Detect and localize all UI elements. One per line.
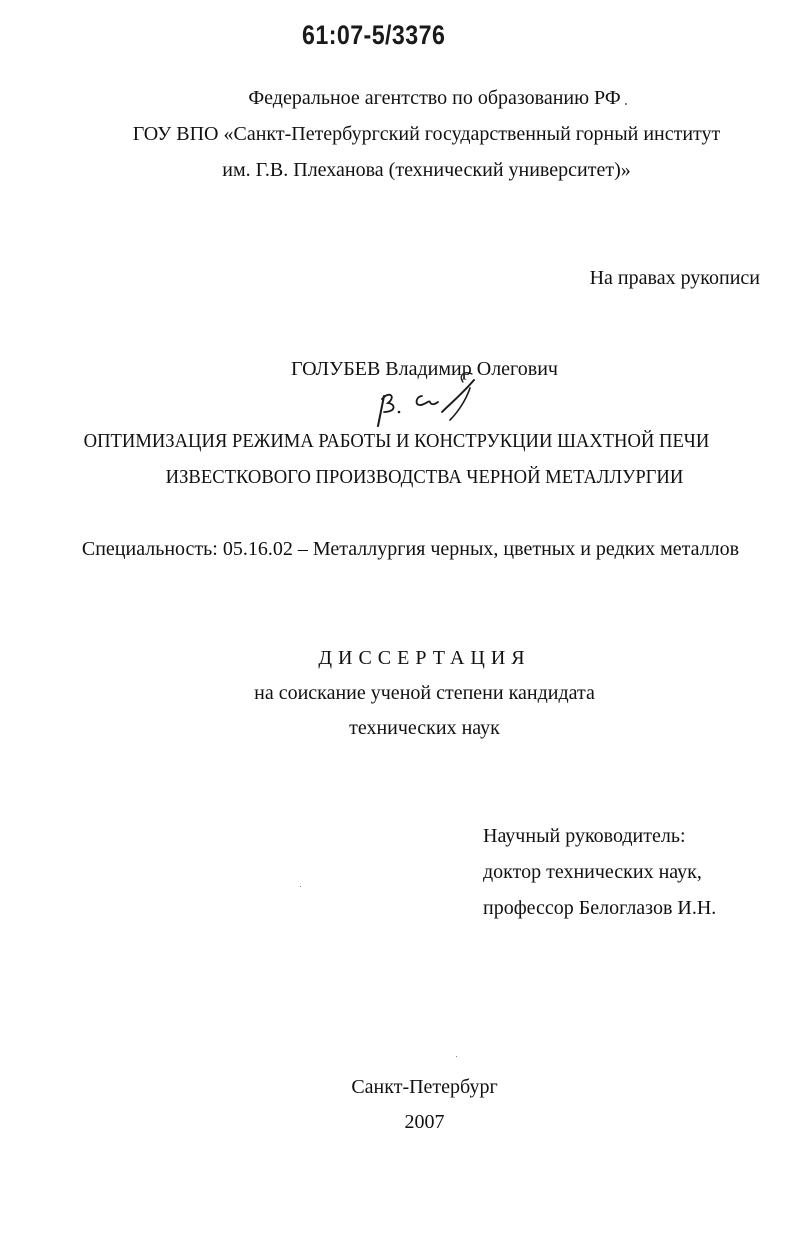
footer-year: 2007	[404, 1111, 445, 1133]
specialty: Специальность: 05.16.02 – Металлургия черных, цветных и редких металлов	[81, 538, 740, 560]
header-institute-cont: им. Г.В. Плеханова (технический университет)»	[222, 159, 631, 181]
header-agency: Федеральное агентство по образованию РФ	[248, 87, 621, 109]
dissertation-title-line1: ОПТИМИЗАЦИЯ РЕЖИМА РАБОТЫ И КОНСТРУКЦИИ ШАХТНОЙ ПЕЧИ	[83, 430, 710, 452]
rights-note: На правах рукописи	[589, 267, 760, 289]
degree-field: технических наук	[349, 717, 500, 739]
supervisor-name: профессор Белоглазов И.Н.	[483, 897, 717, 919]
footer-city: Санкт-Петербург	[351, 1076, 498, 1098]
degree-purpose: на соискание ученой степени кандидата	[254, 682, 595, 704]
supervisor-degree: доктор технических наук,	[483, 861, 702, 883]
scan-speck	[300, 886, 301, 887]
dissertation-heading: ДИССЕРТАЦИЯ	[318, 647, 531, 669]
author-name: ГОЛУБЕВ Владимир Олегович	[291, 358, 558, 380]
supervisor-label: Научный руководитель:	[483, 825, 686, 847]
dissertation-title-line2: ИЗВЕСТКОВОГО ПРОИЗВОДСТВА ЧЕРНОЙ МЕТАЛЛУРГИИ	[165, 466, 684, 488]
signature-icon	[366, 372, 486, 432]
archive-stamp-number: 61:07-5/3376	[302, 20, 446, 50]
scan-speck	[456, 1056, 457, 1057]
scan-speck	[625, 103, 627, 105]
header-institute: ГОУ ВПО «Санкт-Петербургский государственный горный институт	[132, 123, 721, 145]
